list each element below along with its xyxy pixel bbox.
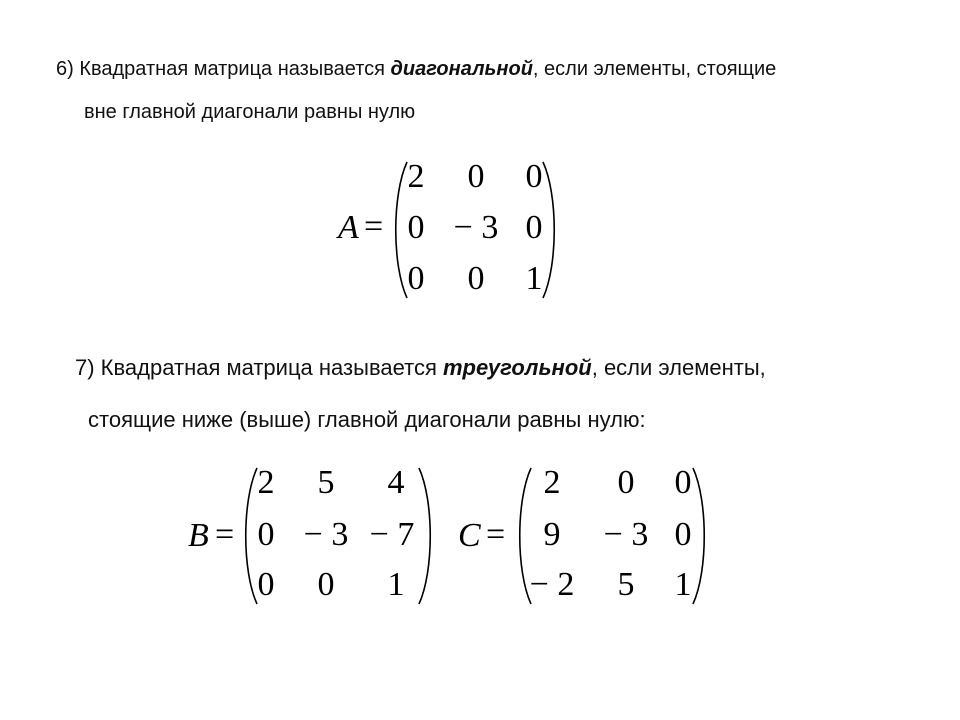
- matrix-b-cell: 4: [387, 464, 405, 501]
- matrix-a-cell: 1: [525, 260, 543, 297]
- matrix-a-label: A: [338, 209, 359, 246]
- matrix-c-cell: 1: [674, 566, 692, 603]
- item6-text-before: 6) Квадратная матрица называется: [56, 58, 391, 80]
- item7-line1: [75, 355, 766, 381]
- matrix-a-equals: =: [364, 208, 384, 245]
- matrix-a-cell: 0: [467, 260, 485, 297]
- matrix-a-cell: 0: [407, 209, 425, 246]
- matrix-b-cell: 2: [257, 464, 275, 501]
- item6-line2: вне главной диагонали равны нулю: [84, 101, 416, 123]
- matrix-b-label: B: [188, 517, 209, 554]
- matrix-b-cell: 0: [317, 566, 335, 603]
- matrix-c-label: C: [458, 517, 481, 554]
- matrix-c-cell: − 3: [603, 516, 649, 553]
- matrix-b-cell: − 3: [303, 516, 349, 553]
- item7-line2: стоящие ниже (выше) главной диагонали равны нулю:: [88, 407, 646, 432]
- matrix-a-cell: 0: [407, 260, 425, 297]
- matrix-c-cell: 0: [674, 516, 692, 553]
- item7-text-before: 7) Квадратная матрица называется: [75, 355, 443, 380]
- item6-line1: [56, 58, 776, 81]
- matrix-a-cell: 2: [407, 158, 425, 195]
- matrix-c-cell: 2: [543, 464, 561, 501]
- matrix-b-cell: 0: [257, 566, 275, 603]
- matrix-a-cell: 0: [525, 158, 543, 195]
- matrix-c-equals: =: [486, 516, 506, 553]
- item6-term: диагональной: [390, 58, 533, 80]
- item7-term: треугольной: [442, 355, 592, 380]
- matrix-a-cell: 0: [467, 158, 485, 195]
- matrix-c-cell: − 2: [529, 566, 575, 603]
- matrix-a-cell: 0: [525, 209, 543, 246]
- item7-text-after: , если элементы,: [591, 355, 766, 380]
- matrix-b-cell: − 7: [369, 516, 415, 553]
- matrix-b-equals: =: [215, 516, 235, 553]
- matrix-b-cell: 5: [317, 464, 335, 501]
- matrix-b-cell: 1: [387, 566, 405, 603]
- matrix-b-cell: 0: [257, 516, 275, 553]
- matrix-c-cell: 9: [543, 516, 561, 553]
- matrix-c-cell: 5: [617, 566, 635, 603]
- matrix-c-cell: 0: [674, 464, 692, 501]
- matrix-c-cell: 0: [617, 464, 635, 501]
- item6-text-after: , если элементы, стоящие: [532, 58, 777, 80]
- matrix-a-cell: − 3: [453, 209, 499, 246]
